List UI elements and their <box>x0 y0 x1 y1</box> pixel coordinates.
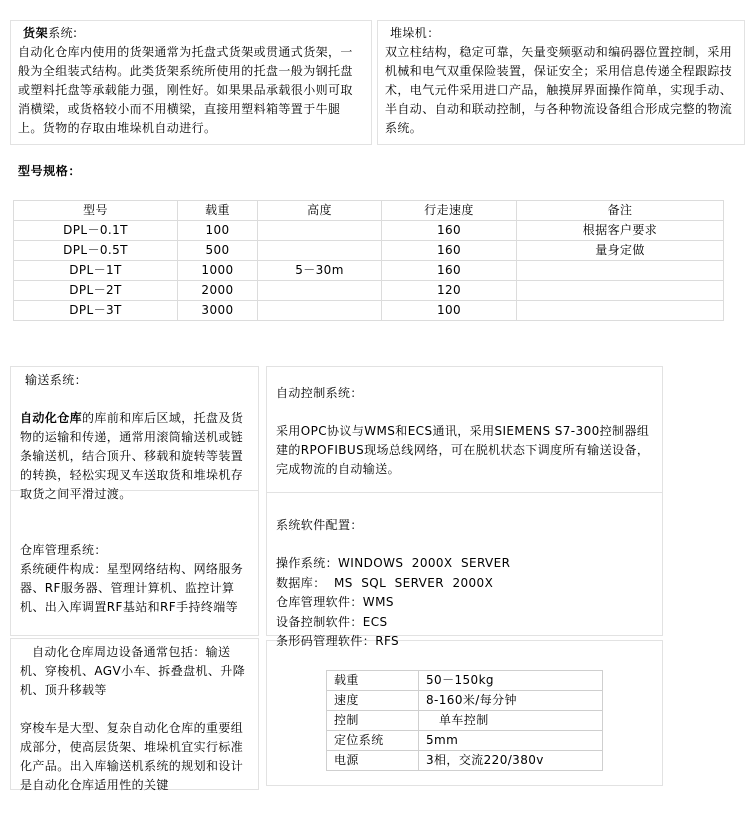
cell-model: DPL－0.5T <box>14 241 178 261</box>
shelf-system-title-bold: 货架 <box>23 26 49 40</box>
cell-height <box>258 301 382 321</box>
auto-control-section <box>266 366 663 493</box>
auto-control-body: 采用OPC协议与WMS和ECS通讯，采用SIEMENS S7-300控制器组建的RPOFIBUS现场总线网络，可在脱机状态下调度所有输送设备，完成物流的自动输送。 <box>276 424 650 476</box>
table-row <box>327 731 603 751</box>
lower-right-column <box>266 366 663 786</box>
cell-height <box>258 221 382 241</box>
cell-remark: 根据客户要求 <box>517 221 724 241</box>
spec-table <box>13 200 724 321</box>
cell-height <box>258 281 382 301</box>
cell-speed: 160 <box>382 261 517 281</box>
param-value-control: 单车控制 <box>419 711 603 731</box>
cell-load: 2000 <box>178 281 258 301</box>
auto-control-title: 自动控制系统： <box>276 386 363 400</box>
spec-col-model: 型号 <box>14 201 178 221</box>
conveyor-system-title: 输送系统： <box>25 373 88 387</box>
shelf-system-section <box>10 20 372 145</box>
shuttle-parameters-section <box>266 640 663 786</box>
param-label-power: 电源 <box>327 751 419 771</box>
conveyor-body-rest: 的库前和库后区域，托盘及货物的运输和传递，通常用滚筒输送机或链条输送机，结合顶升、移载和旋转等装置的转换，轻松实现叉车送取货和堆垛机存取货之间平滑过渡。 <box>20 411 244 501</box>
cell-model: DPL－3T <box>14 301 178 321</box>
shuttle-parameters-table <box>326 670 603 771</box>
top-section <box>10 20 745 145</box>
shelf-system-body: 自动化仓库内使用的货架通常为托盘式货架或贯通式货架，一般为全组装式结构。此类货架系统所使用的托盘一般为钢托盘或塑料托盘等承载能力强，刚性好。如果果品承载很小则可取消横梁，或货格较小而不用横梁，直接用塑料箱等置于牛腿上。货物的存取由堆垛机自动进行。 <box>18 45 353 135</box>
shelf-system-title-rest: 系统: <box>48 26 78 40</box>
param-value-power: 3相，交流220/380v <box>419 751 603 771</box>
cell-remark <box>517 281 724 301</box>
conveyor-lead-bold: 自动化仓库 <box>20 411 83 425</box>
software-item-database: 数据库： MS SQL SERVER 2000X <box>276 575 494 590</box>
warehouse-management-body: 系统硬件构成：星型网络结构、网络服务器、RF服务器、管理计算机、监控计算机、出入库调置RF基站和RF手持终端等 <box>20 562 244 614</box>
param-value-positioning: 5mm <box>419 731 603 751</box>
software-item-ecs: 设备控制软件：ECS <box>276 614 388 629</box>
spec-col-remark: 备注 <box>517 201 724 221</box>
table-row <box>327 751 603 771</box>
table-row <box>327 711 603 731</box>
software-item-os: 操作系统：WINDOWS 2000X SERVER <box>276 556 511 570</box>
table-row <box>327 671 603 691</box>
spec-col-load: 载重 <box>178 201 258 221</box>
param-label-speed: 速度 <box>327 691 419 711</box>
software-item-barcode: 条形码管理软件：RFS <box>276 634 400 648</box>
param-label-load: 载重 <box>327 671 419 691</box>
table-row <box>14 261 724 281</box>
software-config-section <box>266 492 663 648</box>
cell-height <box>258 241 382 261</box>
spec-table-header-row <box>14 201 724 221</box>
param-label-positioning: 定位系统 <box>327 731 419 751</box>
stacker-body: 双立柱结构，稳定可靠，矢量变频驱动和编码器位置控制，采用机械和电气双重保险装置，保证安全；采用信息传递全程跟踪技术，电气元件采用进口产品，触摸屏界面操作简单，实现手动、半自动、自动和联动控制，与各种物流设备组合形成完整的物流系统。 <box>385 45 733 135</box>
cell-speed: 120 <box>382 281 517 301</box>
cell-model: DPL－0.1T <box>14 221 178 241</box>
stacker-title: 堆垛机： <box>390 26 440 40</box>
software-item-wms: 仓库管理软件：WMS <box>276 595 394 609</box>
shelf-system-title <box>18 24 364 43</box>
peripheral-equipment-section <box>10 638 259 790</box>
spec-col-speed: 行走速度 <box>382 201 517 221</box>
table-row <box>14 221 724 241</box>
peripheral-paragraph-1: 自动化仓库周边设备通常包括：输送机、穿梭机、AGV小车、拆叠盘机、升降机、顶升移载等 <box>20 645 246 697</box>
lower-left-column <box>10 366 259 790</box>
warehouse-management-section <box>10 490 259 636</box>
table-row <box>14 241 724 261</box>
cell-remark: 量身定做 <box>517 241 724 261</box>
table-row <box>14 281 724 301</box>
cell-remark <box>517 301 724 321</box>
cell-model: DPL－2T <box>14 281 178 301</box>
param-value-load: 50－150kg <box>419 671 603 691</box>
spec-col-height: 高度 <box>258 201 382 221</box>
cell-load: 1000 <box>178 261 258 281</box>
stacker-section <box>377 20 745 145</box>
cell-load: 100 <box>178 221 258 241</box>
table-row <box>14 301 724 321</box>
peripheral-paragraph-2: 穿梭车是大型、复杂自动化仓库的重要组成部分，使高层货架、堆垛机宜实行标准化产品。出入库输送机系统的规划和设计是自动化仓库适用性的关键 <box>20 721 244 792</box>
param-label-control: 控制 <box>327 711 419 731</box>
lower-section <box>10 366 752 790</box>
warehouse-management-title: 仓库管理系统： <box>20 543 107 557</box>
conveyor-system-section <box>10 366 259 501</box>
cell-speed: 100 <box>382 301 517 321</box>
cell-load: 500 <box>178 241 258 261</box>
cell-model: DPL－1T <box>14 261 178 281</box>
software-config-title: 系统软件配置： <box>276 518 363 532</box>
cell-load: 3000 <box>178 301 258 321</box>
spec-heading: 型号规格： <box>18 164 82 178</box>
cell-remark <box>517 261 724 281</box>
param-value-speed: 8-160米/每分钟 <box>419 691 603 711</box>
cell-height: 5－30m <box>258 261 382 281</box>
table-row <box>327 691 603 711</box>
cell-speed: 160 <box>382 241 517 261</box>
cell-speed: 160 <box>382 221 517 241</box>
